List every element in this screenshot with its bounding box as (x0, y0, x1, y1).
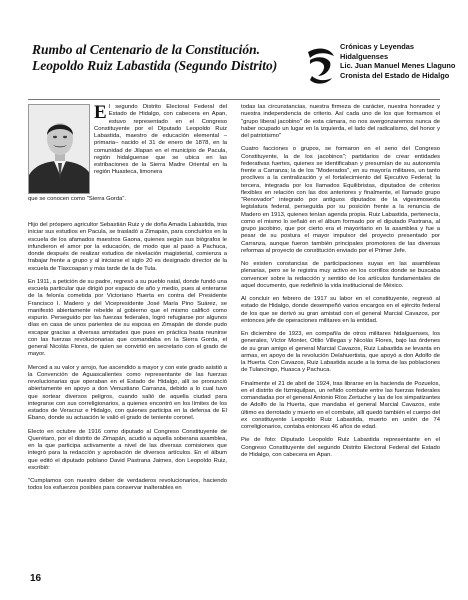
header-divider (28, 99, 440, 100)
paragraph: todas las circunstancias, nuestra firmeza de carácter, nuestra honradez y nuestra independencia de criterio. Así cada uno de los que formamos el "grupo liberal jacobino" de esta cámara, no nos avergonzaremos nunca de haber ocupado un lugar en la izquierda, el lado del radicalismo, del honor y del patriotismo" (241, 104, 440, 139)
paragraph: "Cumplamos con nuestro deber de verdaderos revolucionarios, haciendo todos los esfuerzos posibles para conservar inalterables en (28, 478, 227, 492)
colophon-role: Cronista del Estado de Hidalgo (340, 70, 450, 80)
paragraph: Hijo del próspero agricultor Sebastián Ruiz y de doña Amada Labastida, tras iniciar sus estudios en Pacula, se trasladó a Zimapán, para concluirlos en la escuela de los afamados maestros Gaona, quienes según sus biógrafos le infundieron el amor por la educación, de modo que al pasó a Pachuca, donde después de realizar estudios de nivelación magisterial, comienza a trabajar frente a grupo y al iniciarse el siglo 20 es designado director de la escuela de Tlaxcoapan y más tarde de la de Tula. (28, 222, 227, 272)
paragraph: En diciembre de 1923, en compañía de otros militares hidalguenses, los generales, Víctor Monter, Otilio Villegas y Nicolás Flores, bajo las órdenes de su gran amigo el general Marcial Cavazos, Ruiz Labastida se levanta en armas, en apoyo de la revolución Delahuertista, que apoyó a don Adolfo de la Huerta. Con Cavazos, Ruiz Labastida acude a la toma de las poblaciones de Tulancingo, Huasca y Pachuca. (241, 331, 440, 374)
intro-block (28, 104, 227, 216)
right-column (241, 104, 440, 562)
intro-paragraph (94, 104, 227, 177)
paragraph: No existen constancias de participaciones suyas en las asambleas plenarias, pero se le registra muy activo en los corrillos donde se buscaba convencer sobre la redacción y sentido de los artículos fundamentales de aquel documento, que redefinió la vida institucional de México. (241, 261, 440, 289)
article-header (26, 40, 456, 100)
left-column (28, 104, 227, 562)
portrait-photo (28, 104, 90, 194)
paragraph: Cuatro facciones o grupos, se formaron en el seno del Congreso Constituyente, la de los jacobinos"; partidarios de crear entidades federativas fuertes, quienes se identificaban y presumían de su autonomía frente a Carranza; la de los "Moderados", en su mayoría militares, un tanto proclives a la centralización y el fortalecimiento del Ejecutivo Federal; la tercera, integrada por los llamados Equilibristas, diputados de criterios flexibles en relación con las dos anteriores y finalmente, el llamado grupo "Renovador" integrado por antiguos diputados de la vigesimosexta legislatura federal, perseguida por su posición frente a la renuncia de Madero en 1913, quienes tenían agenda propia. Ruiz Labastida, pertenecía, como el mismo lo señaló en el álbum formado por el diputado Pastrana, al grupo jacobino, que por cierto era el mayoritario en la asamblea y fue a pesar de su postura el mayor impulsor del proyecto presentado por Carranza, aunque fueron también principales promotores de las diversas reformas al proyecto de constitución enviado por el Primer Jefe. (241, 146, 440, 254)
colophon-series: Crónicas y Leyendas Hidalguenses (340, 42, 414, 61)
photo-caption: Pie de foto: Diputado Leopoldo Ruiz Labastida representante en el Congreso Constituyente del segundo Distrito Electoral Federal del Estado de Hidalgo, con cabecera en Apan. (241, 437, 440, 458)
article-body (28, 104, 440, 562)
drop-cap: E (94, 104, 107, 123)
paragraph: Merced a su valor y arrojo, fue ascendido a mayor y con este grado asistió a la Convención de Aguascalientes como representante de las fuerzas revolucionarias que operaban en el Estado de Hidalgo, allí se pronunció abiertamente en apoyo a don Venustiano Carranza, debido a lo cual tuvo que sortear diversos peligros, cuando salió de aquella ciudad para integrarse con sus correligionarios, a quienes encontró en los límites de los estados de Veracruz e Hidalgo, con quienes participa en la defensa de El Ébano, donde su actuación le valió el grado de teniente coronel. (28, 364, 227, 422)
paragraph: Al concluir en febrero de 1917 su labor en el constituyente, regresó al estado de Hidalgo, donde desempeñó varios encargos en el ejército federal de los que se derivó su gran amistad con el general Marcial Cavazos, por entonces jefe de operaciones militares en la entidad. (241, 296, 440, 324)
paragraph: En 1911, a petición de su padre, regresó a su pueblo natal, donde fundó una escuela particular que dirigió por espacio de año y medio, pues al enterarse de la felonía cometida por Victoriano Huerta en contra del Presidente Francisco I. Madero y del Vicepresidente José María Pino Suárez, se manifestó abiertamente rebelde al gobierno que el mismo calificó como espurio. Perseguido por las fuerzas federales, logró refugiarse por algunos días en casa de unos parientes de su esposa en Zimapán de donde pudo escapar gracias a diversas amistades que pues en práctica hasta reunirse con las fuerzas revolucionarias que comandaba en la Sierra Gorda, el general Nicolás Flores, de quien se convirtió en secretario con el grado de mayor. (28, 278, 227, 358)
article-title (32, 42, 292, 74)
paragraph: Electo en octubre de 1916 como diputado al Congreso Constituyente de Querétaro, por el distrito de Zimapán, acudió a aquella soberana asamblea, en la que participa activamente a nivel de las diversas comisiones que integró para la redacción y aprobación de diversos artículos. En el álbum que editó el diputado poblano David Pastrana Jaimes, don Leopoldo Ruiz, escribió: (28, 428, 227, 471)
chronicle-logo-icon (304, 46, 338, 86)
column-colophon (340, 42, 460, 80)
intro-text: l segundo Distrito Electoral Federal del Estado de Hidalgo, con cabecera en Apan, estuvo representado en el Congreso Constituyente por el Diputado Leopoldo Ruiz Labastida, maestro de educación elemental –primaria– nacido el 31 de enero de 1878, en la comunidad de Jilapan en el municipio de Pacula, región hidalguense que se ubica en las estribaciones de la Sierra Madre Oriental en la región Huasteca, limonera (94, 104, 227, 176)
title-line-1: Rumbo al Centenario de la Constitución. (32, 42, 261, 57)
intro-tail: que se conocen como "Sierra Gorda". (28, 196, 127, 202)
page-number: 16 (30, 573, 42, 584)
colophon-author: Lic. Juan Manuel Menes Llaguno (340, 61, 456, 71)
title-line-2: Leopoldo Ruiz Labastida (Segundo Distrito) (32, 58, 278, 73)
paragraph: Finalmente el 21 de abril de 1924, tras librarse en la hacienda de Pozuelos, en el distrito de Itzmiquilpan, un reñido combate entre las fuerzas federales comandadas por el general Antonio Ríos Zertuche y las de los simpatizantes de Adolfo de la Huerta, que mandaba el general Marcial Cavazos, este último es derrotado y muerto en el combate, allí quedó también el cuerpo del ex constituyente Leopoldo Ruiz Labastida, muerto en unión de 74 correligionarios, contaba entonces 46 años de edad. (241, 380, 440, 430)
